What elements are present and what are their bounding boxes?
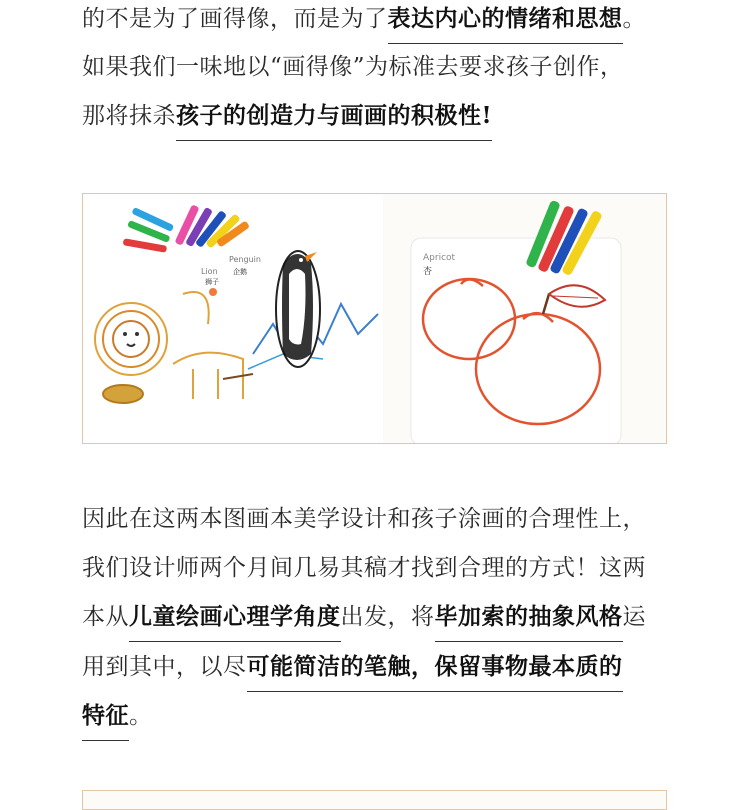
paragraph-2-line-1: [82, 502, 646, 536]
highlight-text: 孩子的创造力与画画的积极性!: [176, 99, 492, 133]
text: 那将抹杀: [82, 103, 176, 129]
apricot-label-zh: 杏: [423, 267, 433, 277]
paragraph-2-line-2: [82, 551, 646, 585]
lion-label-en: Lion: [201, 267, 218, 276]
drawing-book-illustration: [83, 194, 667, 444]
apricot-label-en: Apricot: [423, 253, 456, 263]
text: 。: [129, 703, 153, 729]
penguin-label-zh: 企鹅: [233, 268, 247, 276]
paragraph-2-line-3: [82, 600, 646, 634]
text: 。: [622, 6, 646, 32]
text: 本从: [82, 604, 129, 630]
text: 我们设计师两个月间几易其稿才找到合理的方式！这两: [82, 555, 646, 581]
text: 运: [622, 604, 646, 630]
peach-icon: [209, 288, 217, 296]
drawing-book-photo-2: [82, 790, 667, 810]
highlight-text: 可能简洁的笔触，保留事物最本质的: [247, 650, 623, 684]
paragraph-1-line-2: [82, 50, 624, 84]
text: 如果我们一味地以“画得像”为标准去要求孩子创作，: [82, 54, 624, 80]
paragraph-2-line-4: [82, 650, 623, 684]
highlight-text: 儿童绘画心理学角度: [129, 600, 341, 634]
text: 的不是为了画得像，而是为了: [82, 6, 388, 32]
right-page: [411, 238, 621, 444]
lion-label-zh: 狮子: [205, 278, 219, 286]
highlight-text: 特征: [82, 699, 129, 733]
penguin-label-en: Penguin: [229, 255, 261, 264]
highlight-text: 毕加索的抽象风格: [435, 600, 623, 634]
text: 用到其中，以尽: [82, 654, 247, 680]
text: 出发，将: [340, 604, 435, 630]
paragraph-2-line-5: [82, 699, 153, 733]
highlight-text: 表达内心的情绪和思想: [388, 2, 623, 36]
paragraph-1-line-3: [82, 99, 492, 133]
penguin-drawing-icon: [276, 251, 320, 367]
text: 因此在这两本图画本美学设计和孩子涂画的合理性上，: [82, 506, 646, 532]
drawing-book-photo: [82, 193, 667, 444]
paragraph-1-line-1: [82, 2, 646, 36]
